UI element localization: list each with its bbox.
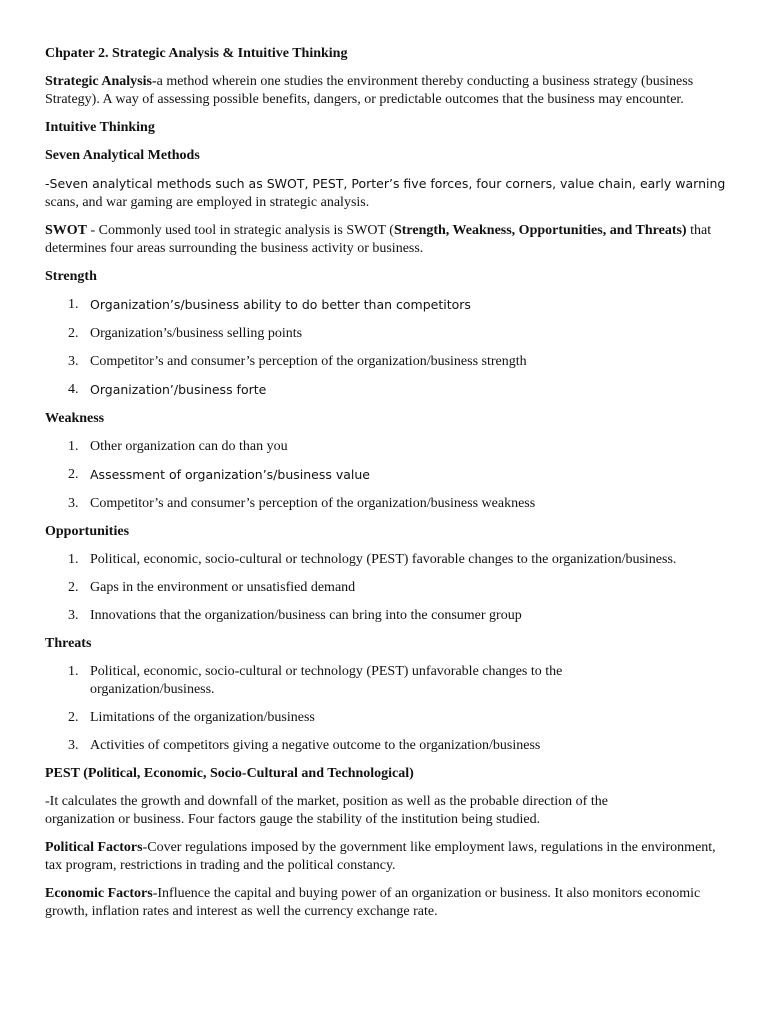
list-number: 2. [68,467,79,482]
list-item [68,495,728,513]
opportunities-heading: Opportunities [45,524,130,539]
strategic-analysis-text: a method wherein one studies the environment thereby conducting a business strategy (business Strategy). A way of assessing possible benefits, dangers, or predictable outcomes that the business may encounter. [45,74,694,107]
threats-heading: Threats [45,636,92,651]
intuitive-thinking-heading: Intuitive Thinking [45,120,155,135]
seven-methods-text-1: -Seven analytical methods such as SWOT, PEST, Porter’s five forces, four corners, value chain, early warning [45,176,726,191]
list-number: 2. [68,580,79,595]
economic-factors-paragraph [45,885,728,921]
list-number: 1. [68,297,79,312]
list-item-text: Organization’s/business selling points [90,326,303,341]
list-item-text: Other organization can do than you [90,439,288,454]
list-item [68,663,728,699]
strategic-analysis-term: Strategic Analysis- [45,74,157,89]
list-number: 3. [68,608,79,623]
swot-bold-text: Strength, Weakness, Opportunities, and Threats) [393,223,687,238]
pest-paragraph: -It calculates the growth and downfall of the market, position as well as the probable direction of the organization or business. Four factors gauge the stability of the institution being studied. [45,794,608,827]
political-factors-text: -Cover regulations imposed by the government like employment laws, regulations in the environment, tax program, restrictions in trading and the political constancy. [45,840,716,873]
list-item-text: Innovations that the organization/business can bring into the consumer group [90,608,522,623]
chapter-title: Chpater 2. Strategic Analysis & Intuitive Thinking [45,46,348,61]
list-item [68,551,728,569]
list-item [68,737,728,755]
strength-list [45,296,728,400]
list-item [68,607,728,625]
list-item [68,709,728,727]
list-item-text: Political, economic, socio-cultural or technology (PEST) favorable changes to the organization/business. [90,552,677,567]
economic-factors-text: -Influence the capital and buying power of an organization or business. It also monitors economic growth, inflation rates and interest as well the currency exchange rate. [45,886,701,919]
economic-factors-term: Economic Factors [45,886,153,901]
weakness-heading: Weakness [45,411,105,426]
list-item [68,579,728,597]
list-item [68,438,728,456]
weakness-list [45,438,728,513]
political-factors-paragraph [45,839,728,875]
list-item-text: Gaps in the environment or unsatisfied demand [90,580,356,595]
list-number: 4. [68,382,79,397]
list-number: 3. [68,738,79,753]
pest-heading: PEST (Political, Economic, Socio-Cultural and Technological) [45,766,414,781]
list-item-text: Competitor’s and consumer’s perception of the organization/business strength [90,354,527,369]
list-number: 2. [68,326,79,341]
list-item-text: Limitations of the organization/business [90,710,315,725]
swot-paragraph [45,222,728,258]
seven-methods-heading: Seven Analytical Methods [45,148,200,163]
list-item-text: Political, economic, socio-cultural or technology (PEST) unfavorable changes to the organization/business. [90,664,563,697]
list-item [68,325,728,343]
seven-methods-paragraph [45,175,728,212]
list-item [68,466,728,485]
list-number: 3. [68,354,79,369]
list-item-text: Activities of competitors giving a negative outcome to the organization/business [90,738,541,753]
list-item-text: Competitor’s and consumer’s perception of the organization/business weakness [90,496,536,511]
list-item [68,296,728,315]
threats-list [45,663,728,755]
list-item-text: Assessment of organization’s/business value [90,467,370,482]
swot-term: SWOT [45,223,88,238]
list-item [68,353,728,371]
list-item-text: Organization’/business forte [90,382,267,397]
list-number: 3. [68,496,79,511]
seven-methods-text-2: scans, and war gaming are employed in strategic analysis. [45,195,370,210]
list-number: 1. [68,664,79,679]
opportunities-list [45,551,728,625]
list-item [68,381,728,400]
list-item-text: Organization’s/business ability to do better than competitors [90,297,471,312]
list-number: 2. [68,710,79,725]
strength-heading: Strength [45,269,97,284]
strategic-analysis-paragraph [45,73,728,109]
political-factors-term: Political Factors [45,840,143,855]
swot-text-a: - Commonly used tool in strategic analysis is SWOT ( [87,223,394,238]
list-number: 1. [68,552,79,567]
list-number: 1. [68,439,79,454]
swot-text-b: that determines four areas surrounding the business activity or business. [45,223,712,256]
